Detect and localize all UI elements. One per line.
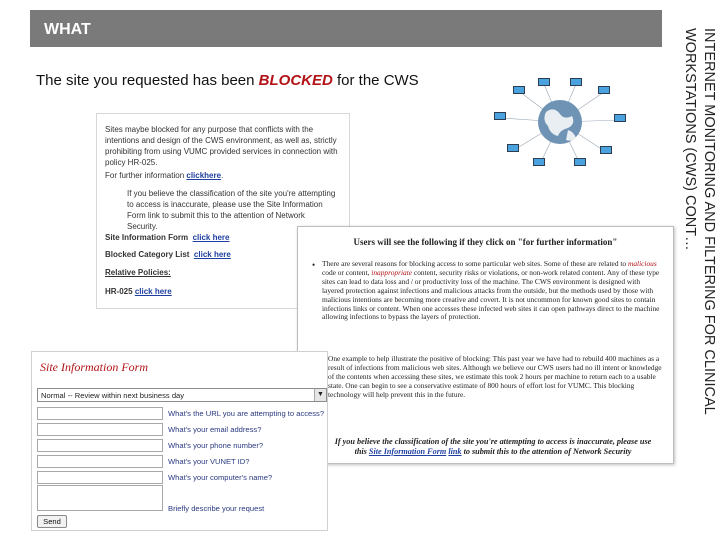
subtitle-prefix: The site you requested has been <box>36 72 259 89</box>
further-info-footer <box>328 437 658 457</box>
url-field-row <box>37 407 327 421</box>
reasons-paragraph <box>322 260 662 322</box>
footer-link-word[interactable]: link <box>448 447 462 456</box>
hr-policy-link[interactable]: click here <box>134 287 172 296</box>
email-field-row <box>37 423 327 437</box>
email-input[interactable] <box>37 423 163 436</box>
reasons-text-c: content, security risks or violations, or non-work related content. Any of these type sites can lead to data loss and / or productivity loss of the machine. The CWS environment is designed with layered protection against infections and malicious attacks from the outside, but the methods used by those with malicious intentions are becoming more creative and covert. It is not uncommon for known good sites to contain infections links or content. When one accesses these infected web sites it can open pathways direct to the machine allowing infections to bypass the layers of protection. <box>322 267 660 322</box>
chevron-down-icon[interactable]: ▼ <box>314 389 326 401</box>
further-info-line: For further information clickhere. <box>105 171 224 180</box>
network-globe-icon <box>480 70 640 175</box>
phone-label: What's your phone number? <box>168 441 264 450</box>
vertical-slide-title <box>672 28 718 468</box>
further-info-heading: Users will see the following if they click on "for further information" <box>353 237 618 247</box>
footer-form-link[interactable]: Site Information Form <box>368 447 447 456</box>
block-notice-intro: Sites maybe blocked for any purpose that conflicts with the intentions and design of the CWS environment, as well as, strictly prohibiting from using VUMC provided services in connection with policy HR-025. <box>105 125 338 167</box>
example-paragraph: One example to help illustrate the positive of blocking: This past year we have had to rebuild 400 machines as a result of infections from malicious web sites. Although we believe our CWS users had no ill intent or knowledge of the contents when accessing these sites, we estimate this took 2 hours per machine to return each to a usable state. One can begin to see a conservative estimate of 800 hours of effort lost for VUMC. This blocking technology will help prevent this in the future. <box>328 354 662 399</box>
relative-policies-label: Relative Policies: <box>105 268 171 277</box>
blocked-list-label: Blocked Category List <box>105 250 190 259</box>
computer-name-row <box>37 471 327 485</box>
further-info-label: For further information <box>105 171 187 180</box>
blocked-list-link[interactable]: click here <box>193 250 231 259</box>
send-button[interactable]: Send <box>37 515 67 528</box>
further-info-panel <box>297 226 674 464</box>
bullet-marker: • <box>312 260 316 270</box>
computer-name-input[interactable] <box>37 471 163 484</box>
description-textarea[interactable] <box>37 485 163 511</box>
reasons-text-b: code or content, <box>322 267 372 277</box>
phone-input[interactable] <box>37 439 163 452</box>
site-form-link[interactable]: click here <box>192 233 230 242</box>
computer-name-label: What's your computer's name? <box>168 473 273 482</box>
classification-text: If you believe the classification of the site you're attempting to access is inaccurate, please use the Site Information Form link to submit this to the attention of Network Security. <box>127 189 336 231</box>
subtitle-suffix: for the CWS <box>332 72 419 89</box>
subtitle-emphasis: BLOCKED <box>258 72 333 89</box>
header-title: WHAT <box>44 21 91 38</box>
phone-field-row <box>37 439 327 453</box>
email-label: What's your email address? <box>168 425 262 434</box>
vertical-title-text: INTERNET MONITORING AND FILTERING FOR CLINICAL WORKSTATIONS (CWS) CONT… <box>682 28 717 415</box>
malicious-term: malicious <box>627 259 657 268</box>
reasons-text-a: There are several reasons for blocking access to some particular web sites. Some of these are related to <box>322 259 628 268</box>
form-title: Site Information Form <box>40 360 148 374</box>
priority-select[interactable] <box>37 388 327 402</box>
hr-policy-line <box>105 286 172 297</box>
vunet-id-label: What's your VUNET ID? <box>168 457 250 466</box>
url-label: What's the URL you are attempting to access? <box>168 409 325 418</box>
priority-selected-value: Normal -- Review within next business day <box>41 391 185 400</box>
vunet-id-input[interactable] <box>37 455 163 468</box>
further-info-link[interactable]: clickhere <box>186 171 222 180</box>
blocked-subtitle <box>36 72 419 89</box>
description-label: Briefly describe your request <box>168 504 265 513</box>
footer-text-b: to submit this to the attention of Network Security <box>461 447 632 456</box>
site-form-label: Site Information Form <box>105 233 189 242</box>
site-information-form <box>31 351 328 531</box>
hr-label: HR-025 <box>105 287 133 296</box>
inappropriate-term: inappropriate <box>371 267 413 277</box>
blocked-list-line <box>105 249 231 260</box>
header-bar <box>30 10 662 47</box>
site-form-line <box>105 232 230 243</box>
footer-text-a: If you believe the classification of the site you're attempting to access is inaccurate, please use this <box>334 437 652 456</box>
url-input[interactable] <box>37 407 163 420</box>
vunet-field-row <box>37 455 327 469</box>
